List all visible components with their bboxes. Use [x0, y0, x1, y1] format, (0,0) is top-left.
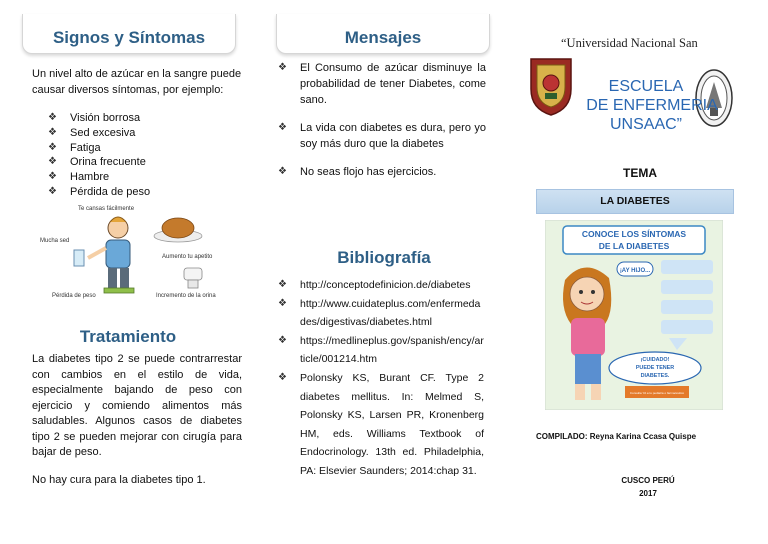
diamond-bullet-icon: ❖	[48, 156, 57, 168]
symptom-item-text: Pérdida de peso	[70, 185, 151, 198]
symptom-item	[48, 170, 150, 185]
symptom-item-text: Visión borrosa	[70, 112, 141, 124]
illustration-label: Incremento de la orina	[156, 293, 216, 299]
school-line-1: ESCUELA	[608, 78, 684, 95]
message-item	[278, 120, 486, 152]
symptom-item-text: Hambre	[70, 171, 110, 184]
poster-warning-line: ¡CUIDADO!	[640, 357, 670, 363]
poster-consult: Consulta YA a tu pediatra o farmacéutico	[629, 391, 685, 395]
message-item	[278, 164, 486, 180]
diamond-bullet-icon: ❖	[278, 166, 287, 177]
poster-header-line: DE LA DIABETES	[598, 241, 670, 251]
section-tab	[276, 14, 490, 54]
diamond-bullet-icon: ❖	[278, 334, 287, 346]
poster-speech: ¡AY HIJO...	[619, 268, 651, 274]
food-icon	[154, 218, 202, 242]
diamond-bullet-icon: ❖	[48, 171, 57, 183]
man-figure	[88, 217, 134, 293]
symptom-list	[48, 111, 150, 200]
symptoms-illustration	[38, 198, 238, 306]
reference-item-text: https://medlineplus.gov/spanish/ency/article/001214.htm	[300, 334, 484, 366]
diamond-bullet-icon: ❖	[278, 371, 287, 383]
bibliography-title: Bibliografía	[337, 248, 431, 267]
tema-label: TEMA	[623, 166, 657, 180]
reference-item	[278, 332, 484, 369]
message-list	[278, 60, 486, 192]
illustration-label: Mucha sed	[40, 238, 70, 244]
location: CUSCO PERÚ	[621, 476, 675, 485]
treatment-note: No hay cura para la diabetes tipo 1.	[32, 474, 206, 486]
diamond-bullet-icon: ❖	[48, 141, 57, 153]
diamond-bullet-icon: ❖	[48, 126, 57, 138]
illustration-label: Te cansas fácilmente	[78, 206, 135, 212]
symptom-item	[48, 155, 150, 170]
illustration-label: Pérdida de peso	[52, 293, 96, 299]
poster-warning-line: DIABETES.	[640, 373, 670, 379]
diamond-bullet-icon: ❖	[278, 122, 287, 133]
reference-item-text: http://www.cuidateplus.com/enfermedades/digestivas/diabetes.html	[300, 297, 481, 329]
diabetes-poster	[545, 220, 723, 410]
message-item	[278, 60, 486, 108]
message-item-text: La vida con diabetes es dura, pero yo soy más duro que la diabetes	[300, 122, 486, 150]
reference-list	[278, 276, 484, 481]
illustration-label: Aumento tu apetito	[162, 254, 213, 260]
symptom-item	[48, 111, 150, 126]
school-line-2: DE ENFERMERIA	[586, 97, 718, 114]
symptom-item-text: Fatiga	[70, 141, 101, 154]
compiled-by: COMPILADO: Reyna Karina Ccasa Quispe	[536, 432, 697, 441]
symptom-item	[48, 126, 150, 141]
reference-item	[278, 369, 484, 481]
panel-signos	[0, 0, 256, 544]
location-block	[512, 474, 768, 500]
message-item-text: El Consumo de azúcar disminuye la probabilidad de tener Diabetes, come sano.	[300, 62, 486, 106]
reference-item	[278, 276, 484, 295]
message-item-text: No seas flojo has ejercicios.	[300, 166, 437, 178]
panel-mensajes	[256, 0, 512, 544]
symptom-item-text: Orina frecuente	[70, 156, 146, 169]
school-line-3: UNSAAC”	[609, 116, 682, 133]
symptom-item	[48, 141, 150, 156]
diamond-bullet-icon: ❖	[278, 279, 287, 290]
reference-item-text: Polonsky KS, Burant CF. Type 2 diabetes mellitus. In: Melmed S, Polonsky KS, Larsen PR, Kronenberg HM, eds. Williams Textbook of Endocrinology. 13th ed. Philadelphia, PA: Elsevier Saunders; 2014:chap 31.	[300, 371, 484, 477]
symptom-item-text: Sed excesiva	[70, 126, 136, 139]
treatment-title: Tratamiento	[79, 327, 177, 346]
glass-icon	[74, 250, 84, 266]
panel-title-signos: Signos y Síntomas	[52, 28, 206, 47]
toilet-icon	[184, 268, 202, 288]
poster-warning-line: PUEDE TENER	[635, 365, 675, 371]
topic-banner: LA DIABETES	[536, 189, 734, 214]
reference-item-text: http://conceptodefinicion.de/diabetes	[300, 279, 471, 291]
diamond-bullet-icon: ❖	[48, 112, 57, 123]
poster-header-line: CONOCE LOS SÍNTOMAS	[581, 229, 687, 239]
treatment-text: La diabetes tipo 2 se puede contrarrestar con cambios en el estilo de vida, especialmente bajando de peso con ejercicio y comiendo alimentos más saludables. Algunos casos de diabetes tipo 2 se pueden mejorar con cirugía para bajar de peso.	[32, 353, 242, 458]
diamond-bullet-icon: ❖	[48, 185, 57, 197]
intro-text: Un nivel alto de azúcar en la sangre puede causar diversos síntomas, por ejemplo:	[32, 68, 242, 96]
diamond-bullet-icon: ❖	[278, 297, 287, 309]
reference-item	[278, 295, 484, 332]
year: 2017	[639, 489, 657, 498]
panel-title-mensajes: Mensajes	[344, 28, 422, 47]
section-tab	[22, 14, 236, 54]
university-name: “Universidad Nacional San	[561, 36, 698, 50]
diamond-bullet-icon: ❖	[278, 62, 287, 73]
